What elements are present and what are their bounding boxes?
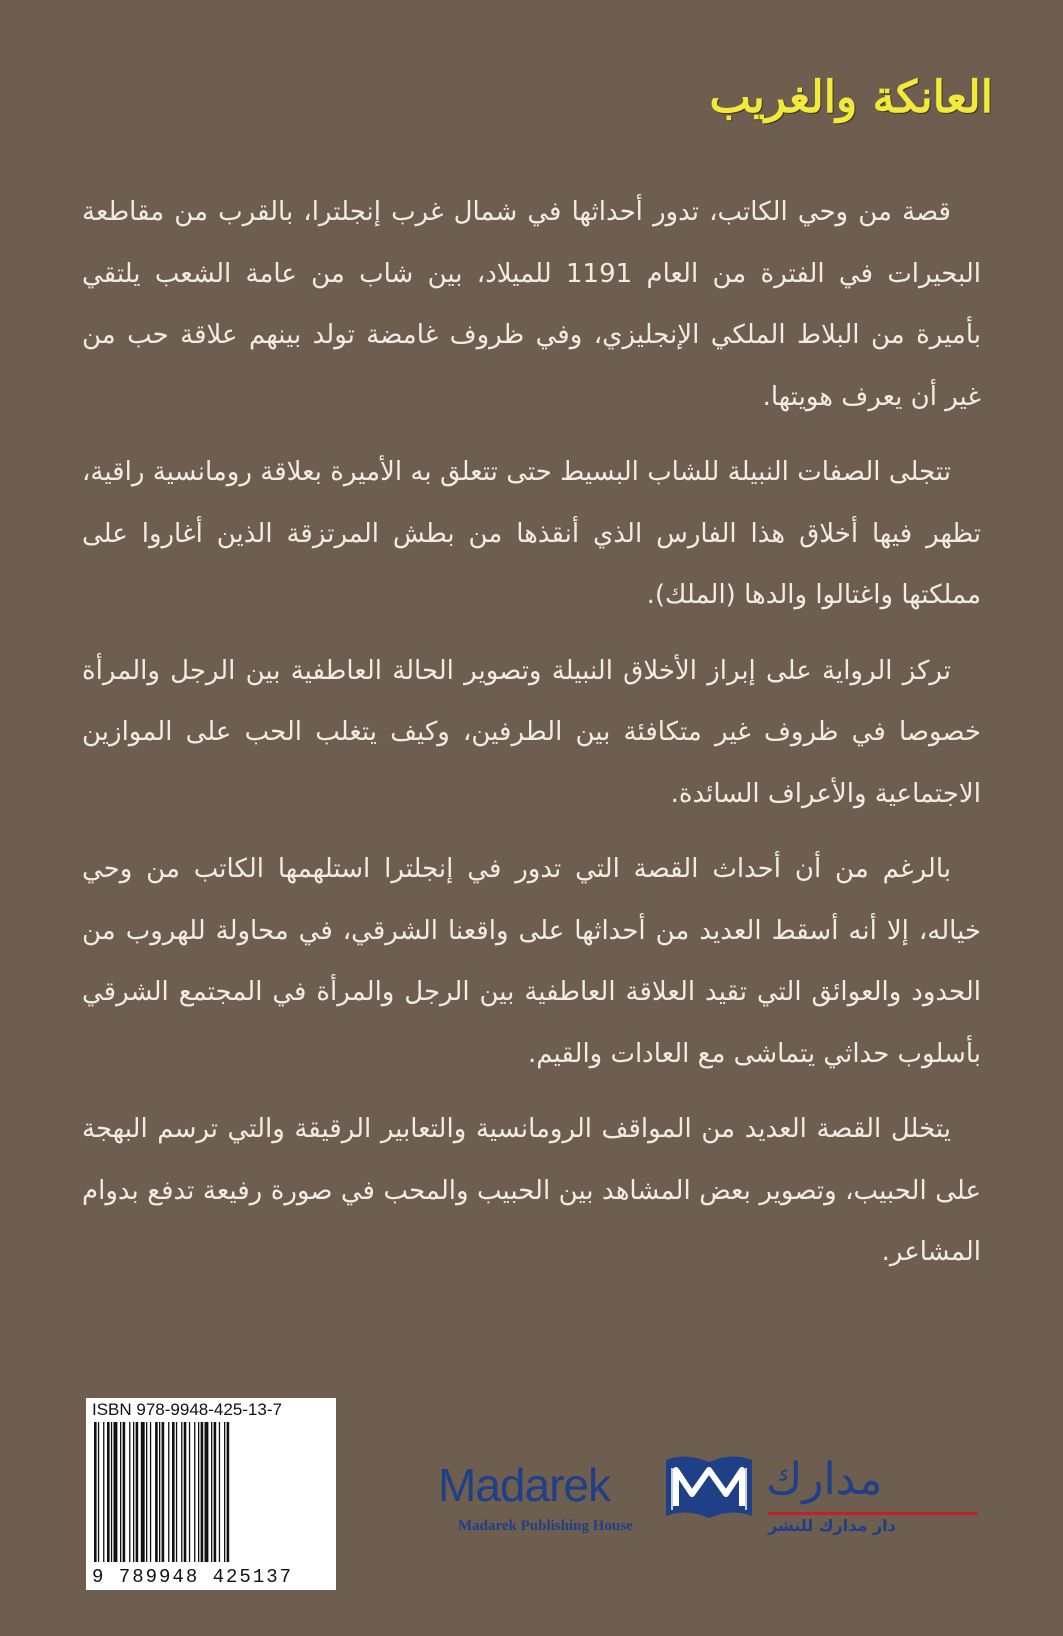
barcode-bar bbox=[219, 1422, 220, 1562]
blurb-paragraph-1: قصة من وحي الكاتب، تدور أحداثها في شمال غرب إنجلترا، بالقرب من مقاطعة البحيرات في الفترة من العام 1191 للميلاد، بين شاب من عامة الشعب يلتقي بأميرة من البلاط الملكي الإنجليزي، وفي ظروف غامضة تولد بينهم علاقة حب من غير أن يعرف هويتها. bbox=[82, 197, 981, 412]
blurb-text bbox=[82, 182, 981, 1298]
publisher-subtitle-en: Madarek Publishing House bbox=[458, 1518, 633, 1534]
barcode-bar bbox=[205, 1422, 209, 1562]
barcode-bar bbox=[111, 1422, 112, 1562]
barcode-icon bbox=[92, 1422, 330, 1562]
publisher-subtitle-ar: دار مدارك للنشر bbox=[768, 1516, 896, 1535]
barcode-bar bbox=[155, 1422, 158, 1562]
blurb-paragraph-4: بالرغم من أن أحداث القصة التي تدور في إنجلترا استلهمها الكاتب من وحي خياله، إلا أنه أسقط العديد من أحداثها على واقعنا الشرقي، في محاولة للهروب من الحدود والعوائق التي تقيد العلاقة العاطفية بين الرجل والمرأة في المجتمع الشرقي بأسلوب حداثي يتماشى مع العادات والقيم. bbox=[82, 854, 981, 1069]
barcode-bar bbox=[94, 1422, 97, 1562]
blurb-paragraph-5: يتخلل القصة العديد من المواقف الرومانسية والتعابير الرقيقة والتي ترسم البهجة على الحبيب، وتصوير بعض المشاهد بين الحبيب والمحب في صورة رفيعة تدفع بدوام المشاعر. bbox=[82, 1114, 981, 1267]
blurb-paragraph-2: تتجلى الصفات النبيلة للشاب البسيط حتى تتعلق به الأميرة بعلاقة رومانسية راقية، تظهر فيها أخلاق هذا الفارس الذي أنقذها من بطش المرتزقة الذين أغاروا على مملكتها واغتالوا والدها (الملك). bbox=[82, 457, 981, 610]
blurb-paragraph-3: تركز الرواية على إبراز الأخلاق النبيلة وتصوير الحالة العاطفية بين الرجل والمرأة خصوصا في ظروف غير متكافئة بين الطرفين، وكيف يتغلب الحب على الموازين الاجتماعية والأعراف السائدة. bbox=[82, 655, 981, 809]
barcode-bar bbox=[194, 1422, 195, 1562]
barcode-bar bbox=[103, 1422, 104, 1562]
barcode-bar bbox=[159, 1422, 160, 1562]
publisher-divider bbox=[768, 1512, 978, 1515]
book-m-logo-icon bbox=[662, 1450, 756, 1524]
isbn-barcode-box bbox=[86, 1398, 336, 1590]
barcode-bar bbox=[184, 1422, 187, 1562]
barcode-bar bbox=[129, 1422, 130, 1562]
barcode-bar bbox=[136, 1422, 139, 1562]
barcode-bar bbox=[120, 1422, 121, 1562]
isbn-digits: 9 789948 425137 bbox=[92, 1566, 294, 1588]
barcode-bar bbox=[224, 1422, 225, 1562]
barcode-bar bbox=[150, 1422, 151, 1562]
barcode-bar bbox=[168, 1422, 169, 1562]
barcode-bar bbox=[162, 1422, 165, 1562]
isbn-label: ISBN 978-9948-425-13-7 bbox=[92, 1400, 282, 1419]
barcode-bar bbox=[107, 1422, 110, 1562]
barcode-bar bbox=[176, 1422, 177, 1562]
book-title: العانكة والغريب bbox=[709, 72, 993, 123]
barcode-bar bbox=[133, 1422, 134, 1562]
barcode-bar bbox=[214, 1422, 217, 1562]
publisher-logo-block bbox=[438, 1450, 1008, 1540]
barcode-bar bbox=[141, 1422, 145, 1562]
barcode-bar bbox=[181, 1422, 182, 1562]
barcode-bar bbox=[123, 1422, 126, 1562]
publisher-name-en: Madarek bbox=[438, 1459, 610, 1511]
barcode-bar bbox=[201, 1422, 204, 1562]
barcode-bar bbox=[172, 1422, 175, 1562]
barcode-bar bbox=[114, 1422, 118, 1562]
publisher-name-ar: مدارك bbox=[766, 1454, 883, 1505]
barcode-bar bbox=[189, 1422, 190, 1562]
barcode-bar bbox=[211, 1422, 212, 1562]
barcode-bar bbox=[227, 1422, 230, 1562]
barcode-bar bbox=[146, 1422, 147, 1562]
barcode-bar bbox=[198, 1422, 199, 1562]
barcode-bar bbox=[98, 1422, 99, 1562]
